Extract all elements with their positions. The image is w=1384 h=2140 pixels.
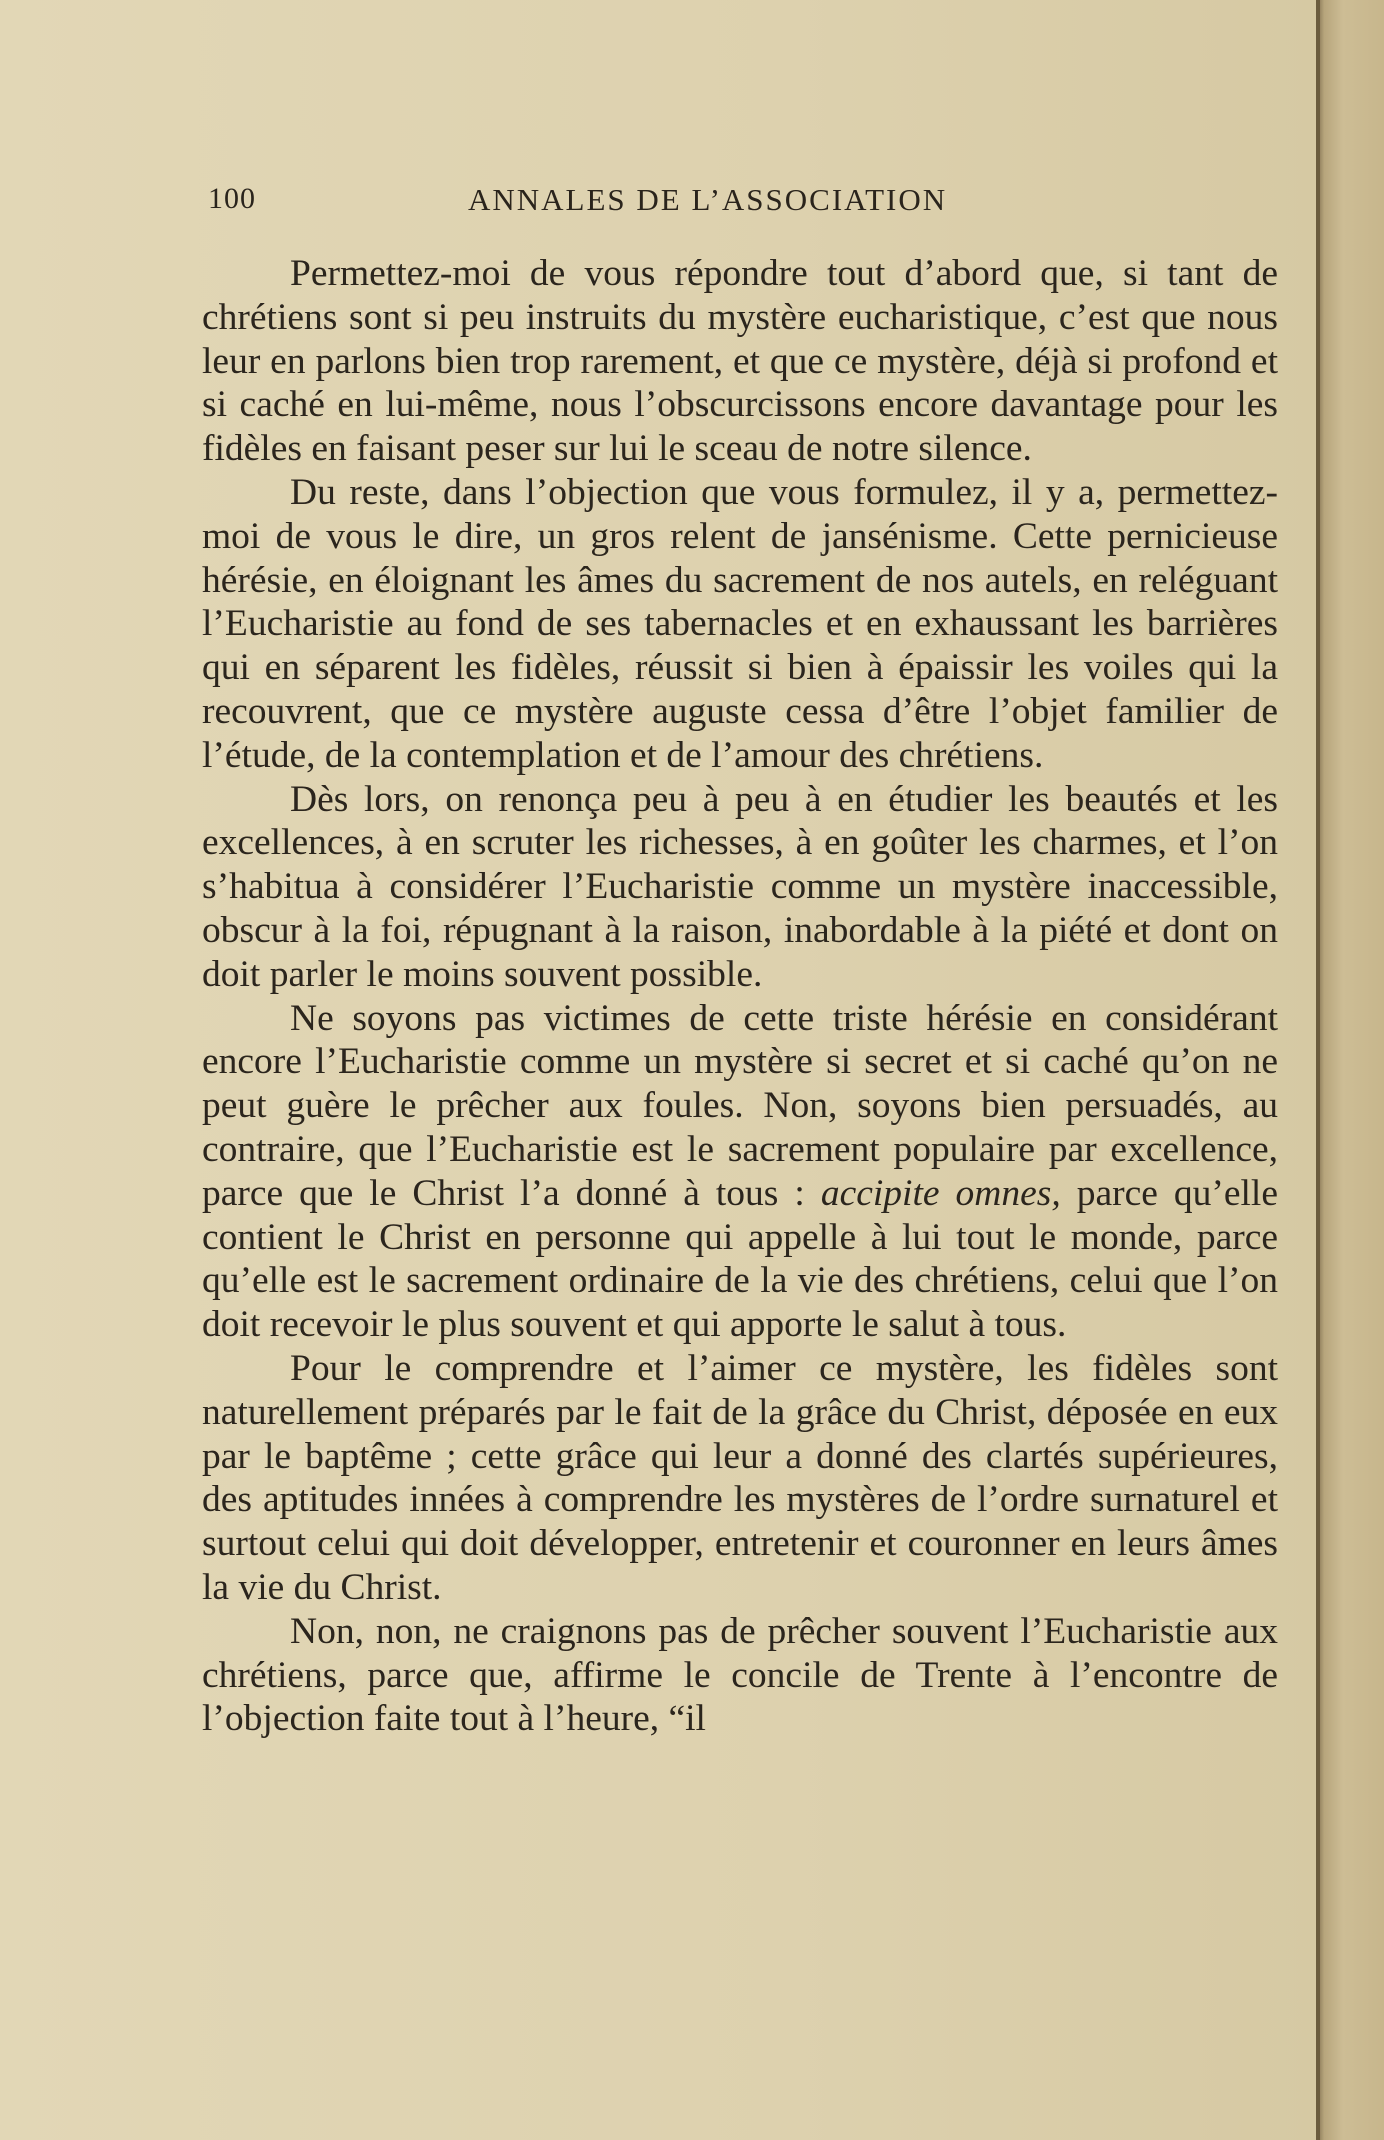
body-text — [202, 252, 1278, 1741]
paragraph-text: Non, non, ne craignons pas de prêcher souvent l’Eucharistie aux chrétiens, parce que, affirme le concile de Trente à l’encontre de l’objection faite tout à l’heure, “il — [202, 1610, 1278, 1740]
page-header — [208, 182, 1028, 226]
binding-shadow — [1316, 0, 1320, 2140]
paragraph-text: Permettez-moi de vous répondre tout d’abord que, si tant de chrétiens sont si peu instruits du mystère eucharistique, c’est que nous leur en parlons bien trop rarement, et que ce mystère, déjà si profond et si caché en lui-même, nous l’obscurcissons encore davantage pour les fidèles en faisant peser sur lui le sceau de notre silence. — [202, 253, 1278, 470]
paragraph — [202, 778, 1278, 997]
page-number: 100 — [208, 182, 256, 215]
paragraph-text-continued: parce qu’elle contient le Christ en personne qui appelle à lui tout le monde, parce qu’elle est le sacrement ordinaire de la vie des chrétiens, celui que l’on doit recevoir le plus souvent et qui apporte le salut à tous. — [202, 1172, 1278, 1346]
running-title: ANNALES DE L’ASSOCIATION — [468, 182, 948, 217]
paragraph — [202, 1610, 1278, 1741]
paragraph-text: Dès lors, on renonça peu à peu à en étudier les beautés et les excellences, à en scruter les richesses, à en goûter les charmes, et l’on s’habitua à considérer l’Eucharistie comme un mystère inaccessible, obscur à la foi, répugnant à la raison, inabordable à la piété et dont on doit parler le moins souvent possible. — [202, 778, 1278, 995]
paragraph — [202, 471, 1278, 778]
paragraph — [202, 997, 1278, 1347]
paragraph-text: Ne soyons pas victimes de cette triste hérésie en considérant encore l’Eucharistie comme un mystère si secret et si caché qu’on ne peut guère le prêcher aux foules. Non, soyons bien persuadés, au contraire, que l’Eucharistie est le sacrement populaire par excellence, parce que le Christ l’a donné à tous : — [202, 997, 1278, 1214]
paragraph — [202, 252, 1278, 471]
paragraph-text: Pour le comprendre et l’aimer ce mystère, les fidèles sont naturellement préparés par le fait de la grâce du Christ, déposée en eux par le baptême ; cette grâce qui leur a donné des clartés supérieures, des aptitudes innées à comprendre les mystères de l’ordre surnaturel et surtout celui qui doit développer, entretenir et couronner en leurs âmes la vie du Christ. — [202, 1347, 1278, 1608]
page-edge — [1316, 0, 1384, 2140]
latin-quote: accipite omnes, — [820, 1172, 1061, 1214]
paragraph — [202, 1347, 1278, 1610]
paragraph-text: Du reste, dans l’objection que vous formulez, il y a, permettez-moi de vous le dire, un gros relent de jansénisme. Cette pernicieuse hérésie, en éloignant les âmes du sacrement de nos autels, en reléguant l’Eucharistie au fond de ses tabernacles et en exhaussant les barrières qui en séparent les fidèles, réussit si bien à épaissir les voiles qui la recouvrent, que ce mystère auguste cessa d’être l’objet familier de l’étude, de la contemplation et de l’amour des chrétiens. — [202, 471, 1278, 776]
